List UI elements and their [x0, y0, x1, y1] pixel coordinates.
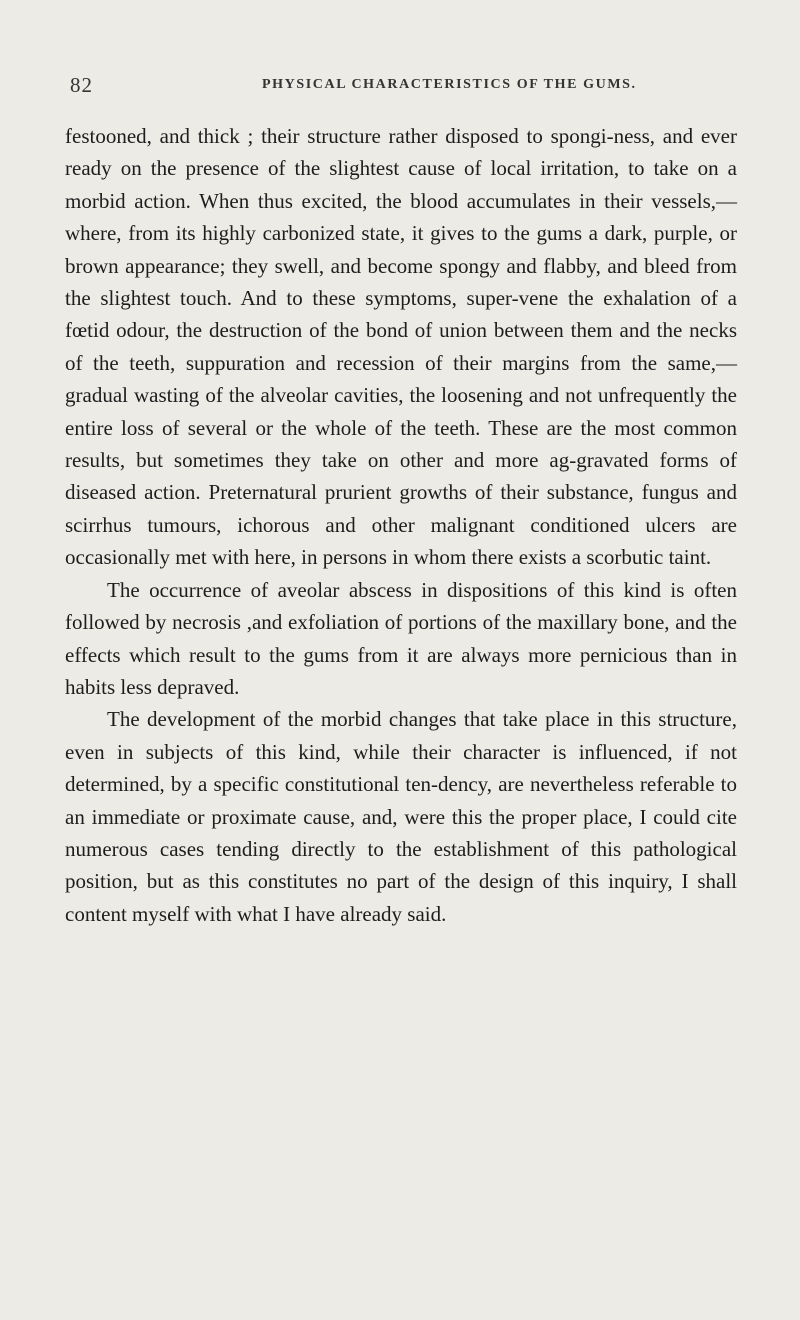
body-text — [65, 120, 737, 930]
paragraph-1: festooned, and thick ; their structure rather disposed to spongi-ness, and ever ready on the presence of the slightest cause of local irritation, to take on a morbid action. When thus excited, the blood accumulates in their vessels,—where, from its highly carbonized state, it gives to the gums a dark, purple, or brown appearance; they swell, and become spongy and flabby, and bleed from the slightest touch. And to these symptoms, super-vene the exhalation of a fœtid odour, the destruction of the bond of union between them and the necks of the teeth, suppuration and recession of their margins from the same,—gradual wasting of the alveolar cavities, the loosening and not unfrequently the entire loss of several or the whole of the teeth. These are the most common results, but sometimes they take on other and more ag-gravated forms of diseased action. Preternatural prurient growths of their substance, fungus and scirrhus tumours, ichorous and other malignant conditioned ulcers are occasionally met with here, in persons in whom there exists a scorbutic taint. — [65, 124, 737, 570]
paragraph-3: The development of the morbid changes that take place in this structure, even in subjects of this kind, while their character is influenced, if not determined, by a specific constitutional ten-dency, are nevertheless referable to an immediate or proximate cause, and, were this the proper place, I could cite numerous cases tending directly to the establishment of this pathological position, but as this constitutes no part of the design of this inquiry, I shall content myself with what I have already said. — [65, 707, 737, 926]
running-head: PHYSICAL CHARACTERISTICS OF THE GUMS. — [262, 77, 637, 92]
page-number: 82 — [70, 73, 93, 97]
paragraph-2: The occurrence of aveolar abscess in dispositions of this kind is often followed by necrosis ,and exfoliation of portions of the maxillary bone, and the effects which result to the gums from it are always more pernicious than in habits less depraved. — [65, 577, 737, 699]
